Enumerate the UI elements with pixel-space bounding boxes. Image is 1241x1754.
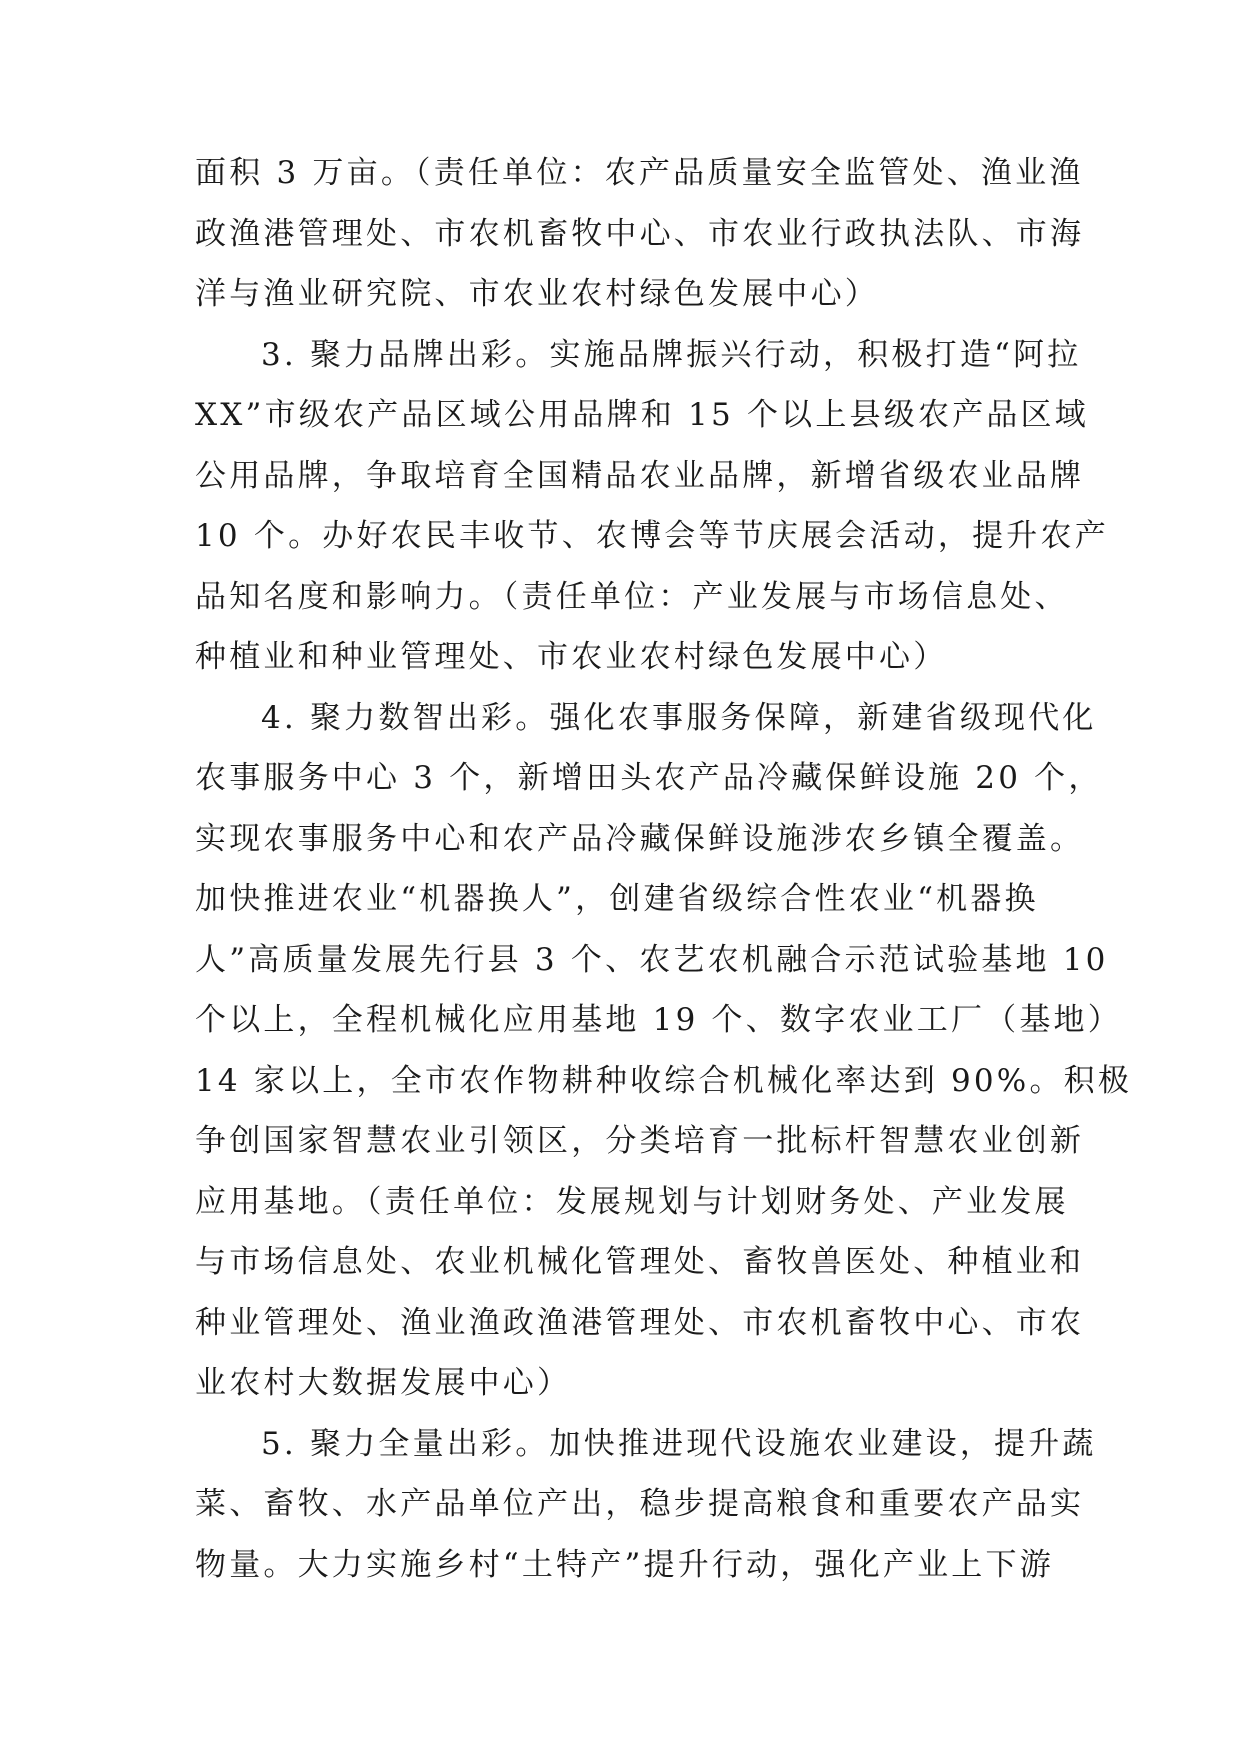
text-line: XX”市级农产品区域公用品牌和 15 个以上县级农产品区域 [195,397,1089,433]
text-line: 种植业和种业管理处、市农业农村绿色发展中心） [195,639,948,675]
text-line: 面积 3 万亩。（责任单位：农产品质量安全监管处、渔业渔 [195,155,1084,191]
text-line: 公用品牌，争取培育全国精品农业品牌，新增省级农业品牌 [195,457,1085,494]
text-line: 洋与渔业研究院、市农业农村绿色发展中心） [195,276,879,312]
text-line: 政渔港管理处、市农机畜牧中心、市农业行政执法队、市海 [195,215,1085,252]
text-line: 4. 聚力数智出彩。强化农事服务保障，新建省级现代化 [261,699,1097,736]
text-line: 种业管理处、渔业渔政渔港管理处、市农机畜牧中心、市农 [195,1304,1085,1341]
text-line: 与市场信息处、农业机械化管理处、畜牧兽医处、种植业和 [195,1244,1085,1280]
text-line: 14 家以上，全市农作物耕种收综合机械化率达到 90%。积极 [195,1062,1133,1099]
text-line: 3. 聚力品牌出彩。实施品牌振兴行动，积极打造“阿拉 [261,336,1082,373]
text-line: 加快推进农业“机器换人”，创建省级综合性农业“机器换 [195,881,1039,917]
text-line: 争创国家智慧农业引领区，分类培育一批标杆智慧农业创新 [195,1123,1085,1159]
text-line: 5. 聚力全量出彩。加快推进现代设施农业建设，提升蔬 [261,1425,1097,1462]
text-line: 品知名度和影响力。（责任单位：产业发展与市场信息处、 [195,578,1069,615]
text-line: 10 个。办好农民丰收节、农博会等节庆展会活动，提升农产 [195,518,1109,554]
text-line: 个以上，全程机械化应用基地 19 个、数字农业工厂（基地） [195,1002,1122,1038]
text-line: 人”高质量发展先行县 3 个、农艺农机融合示范试验基地 10 [195,941,1109,978]
document-body [195,143,1133,1595]
text-line: 实现农事服务中心和农产品冷藏保鲜设施涉农乡镇全覆盖。 [195,820,1085,857]
text-line: 农事服务中心 3 个，新增田头农产品冷藏保鲜设施 20 个， [195,760,1103,796]
text-line: 应用基地。（责任单位：发展规划与计划财务处、产业发展 [195,1183,1069,1220]
text-line: 菜、畜牧、水产品单位产出，稳步提高粮食和重要农产品实 [195,1486,1085,1522]
text-line: 业农村大数据发展中心） [195,1365,572,1401]
text-line: 物量。大力实施乡村“土特产”提升行动，强化产业上下游 [195,1546,1054,1583]
